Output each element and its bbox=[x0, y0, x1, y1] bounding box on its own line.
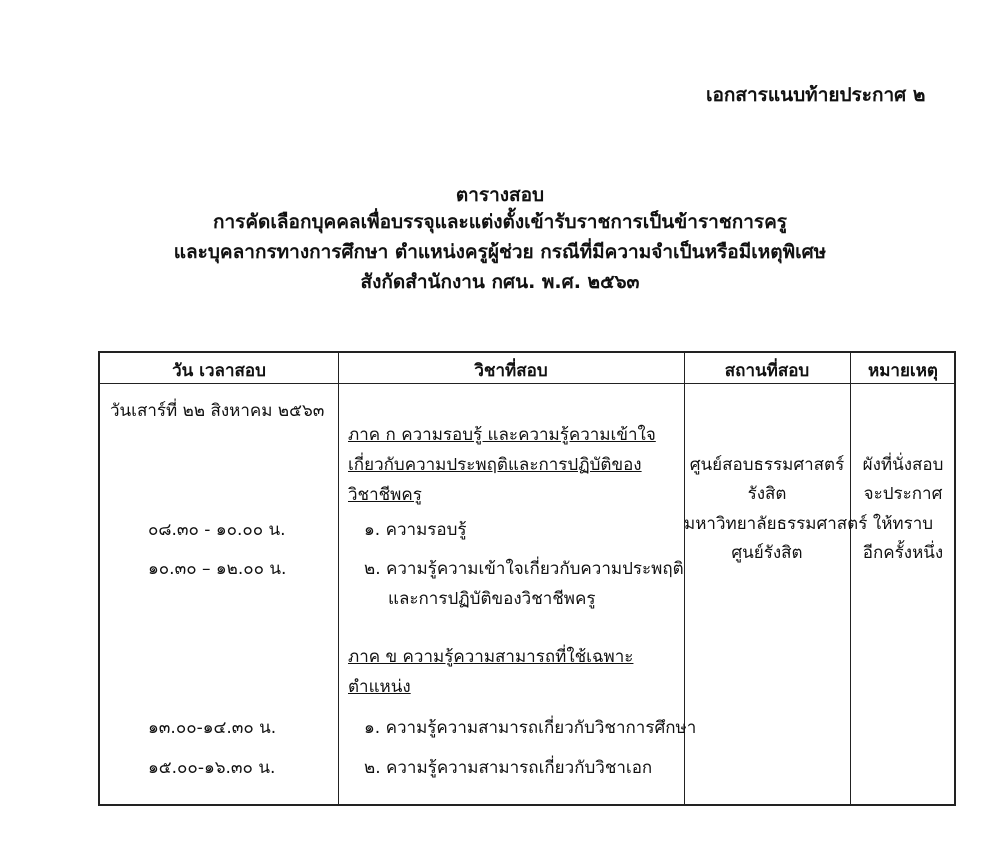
column-divider bbox=[850, 353, 851, 804]
annex-label: เอกสารแนบท้ายประกาศ ๒ bbox=[706, 84, 926, 106]
location-line: ศูนย์รังสิต bbox=[731, 543, 803, 563]
time-slot: ๑๐.๓๐ – ๑๒.๐๐ น. bbox=[148, 559, 287, 579]
subject-item: ๑. ความรอบรู้ bbox=[364, 520, 467, 540]
header-location: สถานที่สอบ bbox=[724, 361, 810, 381]
subject-item: ๑. ความรู้ความสามารถเกี่ยวกับวิชาการศึกษา bbox=[364, 718, 697, 738]
section-a-title: ภาค ก ความรอบรู้ และความรู้ความเข้าใจ bbox=[348, 425, 656, 445]
time-slot: ๐๘.๓๐ - ๑๐.๐๐ น. bbox=[148, 520, 286, 540]
section-a-title: วิชาชีพครู bbox=[348, 485, 422, 505]
location-line: ศูนย์สอบธรรมศาสตร์ bbox=[689, 455, 845, 475]
remark-line: ผังที่นั่งสอบ bbox=[862, 455, 944, 475]
header-remark: หมายเหตุ bbox=[868, 361, 938, 381]
location-line: มหาวิทยาลัยธรรมศาสตร์ bbox=[684, 514, 868, 534]
section-b-title: ภาค ข ความรู้ความสามารถที่ใช้เฉพาะ bbox=[348, 647, 634, 667]
time-slot: ๑๕.๐๐-๑๖.๓๐ น. bbox=[148, 758, 276, 778]
doc-subtitle-line-2: และบุคลากรทางการศึกษา ตำแหน่งครูผู้ช่วย กรณีที่มีความจำเป็นหรือมีเหตุพิเศษ bbox=[173, 241, 827, 263]
subject-item: ๒. ความรู้ความสามารถเกี่ยวกับวิชาเอก bbox=[364, 758, 653, 778]
subject-item-continued: และการปฏิบัติของวิชาชีพครู bbox=[388, 589, 596, 609]
section-a-title: เกี่ยวกับความประพฤติและการปฏิบัติของ bbox=[348, 455, 642, 475]
location-line: รังสิต bbox=[747, 484, 787, 504]
subject-item: ๒. ความรู้ความเข้าใจเกี่ยวกับความประพฤติ bbox=[364, 559, 684, 579]
exam-date: วันเสาร์ที่ ๒๒ สิงหาคม ๒๕๖๓ bbox=[110, 401, 325, 421]
doc-title: ตารางสอบ bbox=[455, 184, 545, 206]
exam-schedule-table bbox=[98, 351, 956, 806]
header-date-time: วัน เวลาสอบ bbox=[172, 361, 266, 381]
section-b-title: ตำแหน่ง bbox=[348, 677, 411, 697]
header-subject: วิชาที่สอบ bbox=[474, 361, 548, 381]
remark-line: อีกครั้งหนึ่ง bbox=[862, 543, 944, 563]
doc-subtitle-line-1: การคัดเลือกบุคคลเพื่อบรรจุและแต่งตั้งเข้ารับราชการเป็นข้าราชการครู bbox=[212, 211, 788, 233]
doc-subtitle-line-3: สังกัดสำนักงาน กศน. พ.ศ. ๒๕๖๓ bbox=[360, 271, 640, 293]
column-divider bbox=[338, 353, 339, 804]
remark-line: ให้ทราบ bbox=[872, 514, 934, 534]
time-slot: ๑๓.๐๐-๑๔.๓๐ น. bbox=[148, 718, 277, 738]
remark-line: จะประกาศ bbox=[863, 484, 943, 504]
